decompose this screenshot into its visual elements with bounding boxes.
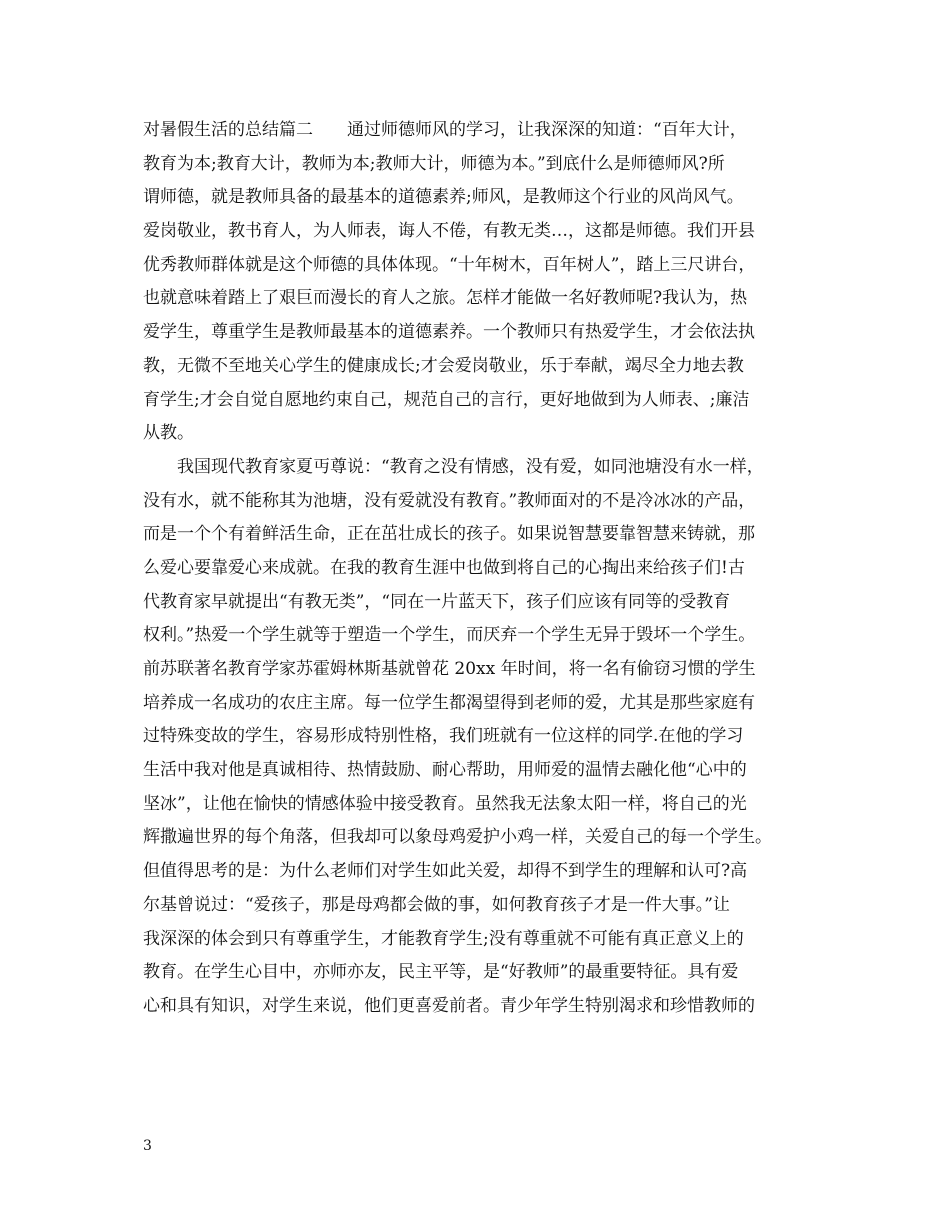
- text-line: 对暑假生活的总结篇二 通过师德师风的学习，让我深深的知道：“百年大计，: [143, 120, 747, 140]
- paragraph-1: [143, 114, 813, 451]
- text-line: 过特殊变故的学生，容易形成特别性格，我们班就有一位这样的同学.在他的学习: [143, 726, 744, 747]
- text-line: 而是一个个有着鲜活生命，正在茁壮成长的孩子。如果说智慧要靠智慧来铸就，那: [143, 524, 755, 545]
- text-line: 育学生;才会自觉自愿地约束自己，规范自己的言行，更好地做到为人师表、;廉洁: [143, 389, 750, 410]
- text-line: 从教。: [143, 423, 194, 444]
- text-line: 没有水，就不能称其为池塘，没有爱就没有教育。”教师面对的不是冷冰冰的产品，: [143, 490, 756, 511]
- text-line: 尔基曾说过：“爱孩子，那是母鸡都会做的事，如何教育孩子才是一件大事。”让: [143, 894, 730, 915]
- text-line: 爱学生，尊重学生是教师最基本的道德素养。一个教师只有热爱学生，才会依法执: [143, 322, 755, 343]
- text-line: 也就意味着踏上了艰巨而漫长的育人之旅。怎样才能做一名好教师呢?我认为，热: [143, 288, 748, 309]
- text-line: 但值得思考的是：为什么老师们对学生如此关爱，却得不到学生的理解和认可?高: [143, 861, 748, 882]
- text-line: 教，无微不至地关心学生的健康成长;才会爱岗敬业，乐于奉献，竭尽全力地去教: [143, 355, 744, 376]
- text-line: 心和具有知识，对学生来说，他们更喜爱前者。青少年学生特别渴求和珍惜教师的: [143, 995, 755, 1016]
- text-line: 生活中我对他是真诚相待、热情鼓励、耐心帮助，用师爱的温情去融化他“心中的: [143, 760, 747, 781]
- text-line: 教育为本;教育大计，教师为本;教师大计，师德为本。”到底什么是师德师风?所: [143, 153, 725, 174]
- text-line: 我国现代教育家夏丏尊说：“教育之没有情感，没有爱，如同池塘没有水一样，: [177, 456, 764, 477]
- text-line: 权利。”热爱一个学生就等于塑造一个学生，而厌弃一个学生无异于毁坏一个学生。: [143, 625, 756, 646]
- text-line: 坚冰”，让他在愉快的情感体验中接受教育。虽然我无法象太阳一样，将自己的光: [143, 793, 747, 814]
- text-line: 培养成一名成功的农庄主席。每一位学生都渴望得到老师的爱，尤其是那些家庭有: [143, 692, 755, 713]
- text-line: 优秀教师群体就是这个师德的具体体现。“十年树木，百年树人”，踏上三尺讲台，: [143, 254, 756, 275]
- text-line: 谓师德，就是教师具备的最基本的道德素养;师风，是教师这个行业的风尚风气。: [143, 187, 744, 208]
- text-line: 代教育家早就提出“有教无类”，“同在一片蓝天下，孩子们应该有同等的受教育: [143, 591, 731, 612]
- paragraph-2: [143, 451, 813, 1024]
- text-line: 教育。在学生心目中，亦师亦友，民主平等，是“好教师”的最重要特征。具有爱: [143, 962, 739, 983]
- body-text: [143, 114, 813, 1024]
- text-line: 前苏联著名教育学家苏霍姆林斯基就曾花 20xx 年时间，将一名有偷窃习惯的学生: [143, 659, 756, 679]
- page-number: 3: [143, 1138, 152, 1154]
- text-line: 么爱心要靠爱心来成就。在我的教育生涯中也做到将自己的心掏出来给孩子们!古: [143, 557, 745, 578]
- text-line: 爱岗敬业，教书育人，为人师表，诲人不倦，有教无类…，这都是师德。我们开县: [143, 221, 755, 242]
- text-line: 辉撒遍世界的每个角落，但我却可以象母鸡爱护小鸡一样，关爱自己的每一个学生。: [143, 827, 772, 848]
- text-line: 我深深的体会到只有尊重学生，才能教育学生;没有尊重就不可能有真正意义上的: [143, 928, 744, 949]
